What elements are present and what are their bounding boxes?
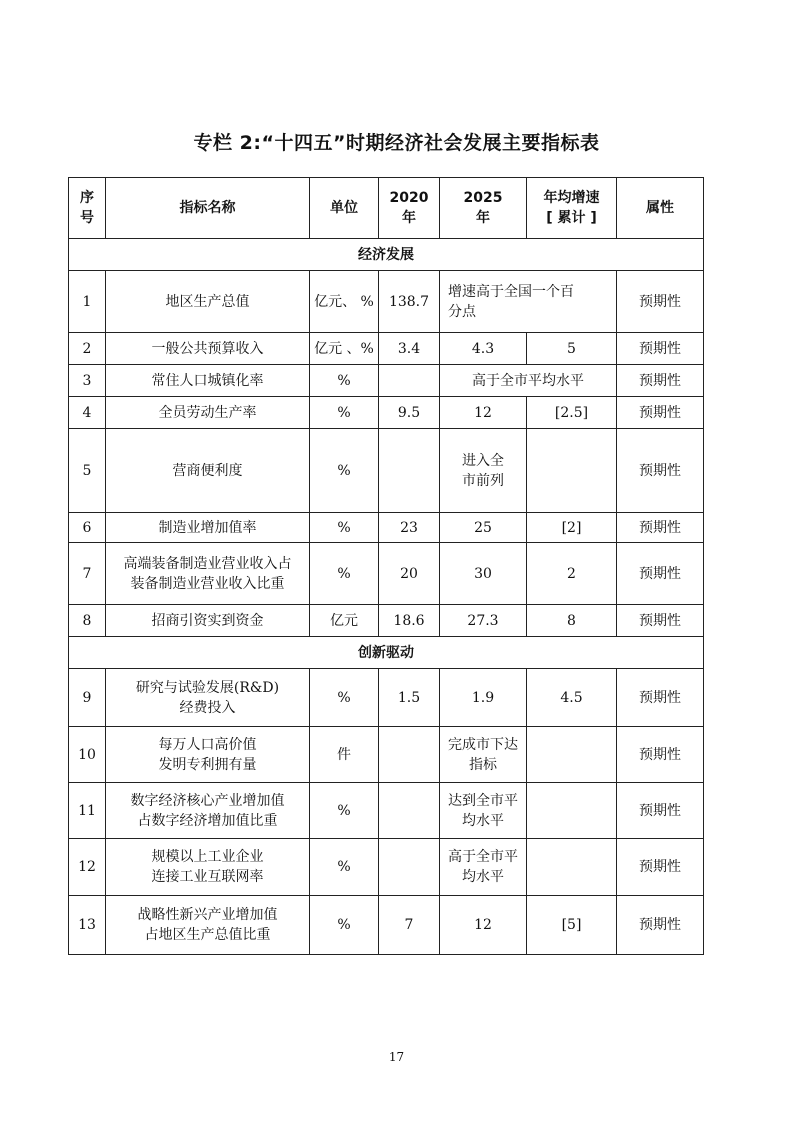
- row-attr: 预期性: [617, 839, 704, 896]
- row-2025: 12: [440, 896, 527, 955]
- row-no: 5: [69, 429, 106, 513]
- section-title-innovation: 创新驱动: [69, 637, 704, 669]
- row-2020: [379, 783, 440, 839]
- row-no: 1: [69, 271, 106, 333]
- header-no: 序 号: [69, 178, 106, 239]
- row-growth: 8: [527, 605, 617, 637]
- table-row: [69, 669, 704, 727]
- row-name: 制造业增加值率: [106, 513, 310, 543]
- row-attr: 预期性: [617, 365, 704, 397]
- row-no: 6: [69, 513, 106, 543]
- row-unit: %: [310, 839, 379, 896]
- row-attr: 预期性: [617, 896, 704, 955]
- table-row: [69, 333, 704, 365]
- row-2020: 1.5: [379, 669, 440, 727]
- row-unit: 亿元 、%: [310, 333, 379, 365]
- page-number: 17: [388, 1050, 405, 1064]
- table-row: [69, 513, 704, 543]
- table-row: [69, 783, 704, 839]
- row-growth: [527, 727, 617, 783]
- row-2020: 138.7: [379, 271, 440, 333]
- row-no: 3: [69, 365, 106, 397]
- row-attr: 预期性: [617, 543, 704, 605]
- row-name: 规模以上工业企业 连接工业互联网率: [106, 839, 310, 896]
- table-row: [69, 605, 704, 637]
- row-name: 营商便利度: [106, 429, 310, 513]
- row-2025: 进入全 市前列: [440, 429, 527, 513]
- row-attr: 预期性: [617, 429, 704, 513]
- row-2020: 7: [379, 896, 440, 955]
- row-attr: 预期性: [617, 397, 704, 429]
- row-no: 8: [69, 605, 106, 637]
- row-2020: 3.4: [379, 333, 440, 365]
- row-name: 数字经济核心产业增加值 占数字经济增加值比重: [106, 783, 310, 839]
- row-2020: [379, 839, 440, 896]
- row-unit: 亿元、 %: [310, 271, 379, 333]
- row-attr: 预期性: [617, 271, 704, 333]
- row-2025: 高于全市平均水平: [440, 365, 617, 397]
- row-growth: [527, 783, 617, 839]
- row-unit: 件: [310, 727, 379, 783]
- row-growth: 2: [527, 543, 617, 605]
- row-name: 常住人口城镇化率: [106, 365, 310, 397]
- row-name: 高端装备制造业营业收入占 装备制造业营业收入比重: [106, 543, 310, 605]
- row-attr: 预期性: [617, 605, 704, 637]
- row-no: 10: [69, 727, 106, 783]
- table-row: [69, 839, 704, 896]
- row-name: 战略性新兴产业增加值 占地区生产总值比重: [106, 896, 310, 955]
- row-unit: %: [310, 429, 379, 513]
- row-2025: 增速高于全国一个百 分点: [440, 271, 617, 333]
- row-growth: [2.5]: [527, 397, 617, 429]
- header-attr: 属性: [617, 178, 704, 239]
- row-growth: [527, 429, 617, 513]
- row-unit: %: [310, 896, 379, 955]
- row-name: 一般公共预算收入: [106, 333, 310, 365]
- row-unit: %: [310, 365, 379, 397]
- indicator-table: [68, 177, 704, 955]
- row-name: 每万人口高价值 发明专利拥有量: [106, 727, 310, 783]
- row-name: 全员劳动生产率: [106, 397, 310, 429]
- row-2025: 27.3: [440, 605, 527, 637]
- row-2020: [379, 365, 440, 397]
- row-2025: 1.9: [440, 669, 527, 727]
- row-growth: 5: [527, 333, 617, 365]
- row-2020: [379, 727, 440, 783]
- header-2020: 2020 年: [379, 178, 440, 239]
- row-2020: 23: [379, 513, 440, 543]
- table-row: [69, 896, 704, 955]
- row-2020: 9.5: [379, 397, 440, 429]
- row-2020: 20: [379, 543, 440, 605]
- row-unit: %: [310, 783, 379, 839]
- header-growth: 年均增速 [ 累计 ]: [527, 178, 617, 239]
- section-title-economy: 经济发展: [69, 239, 704, 271]
- table-row: [69, 365, 704, 397]
- row-no: 11: [69, 783, 106, 839]
- row-attr: 预期性: [617, 333, 704, 365]
- row-2025: 4.3: [440, 333, 527, 365]
- row-no: 4: [69, 397, 106, 429]
- row-2020: 18.6: [379, 605, 440, 637]
- row-2025: 完成市下达 指标: [440, 727, 527, 783]
- row-name: 招商引资实到资金: [106, 605, 310, 637]
- row-2025: 高于全市平 均水平: [440, 839, 527, 896]
- row-attr: 预期性: [617, 783, 704, 839]
- row-attr: 预期性: [617, 669, 704, 727]
- row-growth: 4.5: [527, 669, 617, 727]
- row-2020: [379, 429, 440, 513]
- row-attr: 预期性: [617, 513, 704, 543]
- row-unit: %: [310, 513, 379, 543]
- header-unit: 单位: [310, 178, 379, 239]
- row-growth: [5]: [527, 896, 617, 955]
- page-title: 专栏 2:“十四五”时期经济社会发展主要指标表: [193, 132, 600, 154]
- table-header-row: [69, 178, 704, 239]
- header-2025: 2025 年: [440, 178, 527, 239]
- row-growth: [2]: [527, 513, 617, 543]
- section-row: [69, 637, 704, 669]
- table-row: [69, 271, 704, 333]
- row-no: 13: [69, 896, 106, 955]
- row-unit: %: [310, 543, 379, 605]
- row-attr: 预期性: [617, 727, 704, 783]
- table-row: [69, 543, 704, 605]
- row-no: 2: [69, 333, 106, 365]
- table-row: [69, 397, 704, 429]
- header-name: 指标名称: [106, 178, 310, 239]
- row-unit: 亿元: [310, 605, 379, 637]
- row-growth: [527, 839, 617, 896]
- row-unit: %: [310, 669, 379, 727]
- row-name: 地区生产总值: [106, 271, 310, 333]
- row-2025: 30: [440, 543, 527, 605]
- row-no: 9: [69, 669, 106, 727]
- row-no: 7: [69, 543, 106, 605]
- row-no: 12: [69, 839, 106, 896]
- row-2025: 25: [440, 513, 527, 543]
- row-2025: 12: [440, 397, 527, 429]
- table-row: [69, 727, 704, 783]
- row-2025: 达到全市平 均水平: [440, 783, 527, 839]
- table-row: [69, 429, 704, 513]
- section-row: [69, 239, 704, 271]
- row-name: 研究与试验发展(R&D) 经费投入: [106, 669, 310, 727]
- row-unit: %: [310, 397, 379, 429]
